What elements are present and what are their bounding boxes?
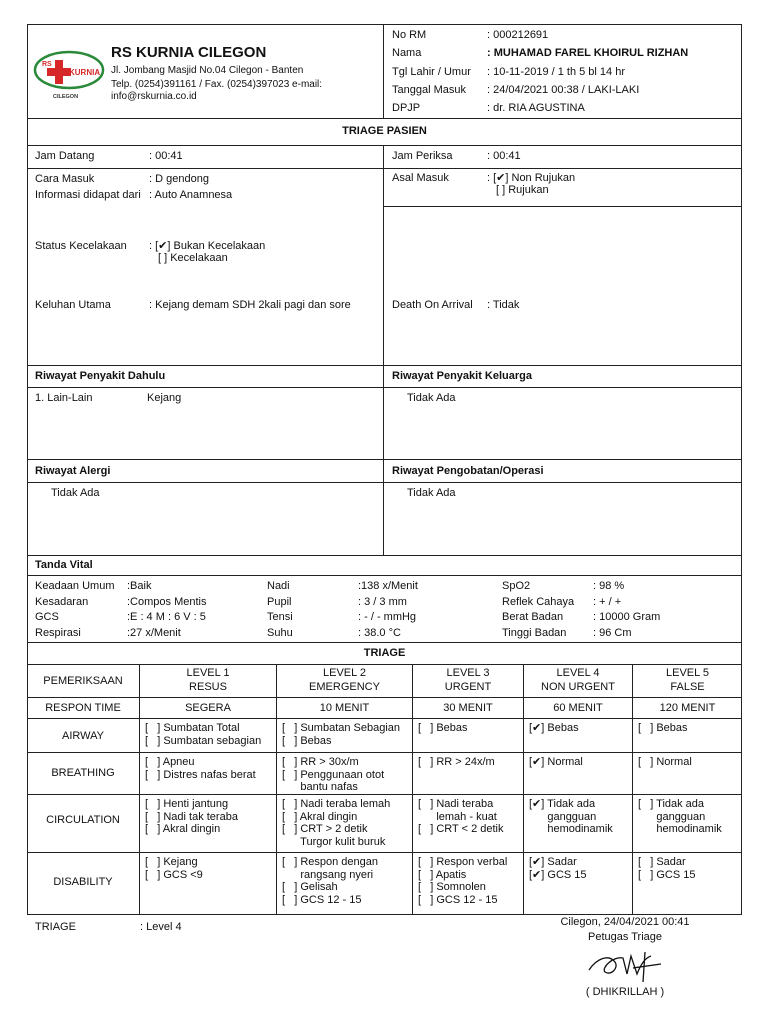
tensi-label: Tensi — [267, 611, 293, 623]
level-4-number: LEVEL 4 — [556, 667, 600, 679]
triage-breathing-level-4 — [524, 753, 633, 795]
nadi-label: Nadi — [267, 580, 290, 592]
row-line — [27, 482, 742, 483]
triage-breathing-level-5-text: [ ] Normal — [638, 756, 692, 768]
jam-datang-label: Jam Datang — [35, 150, 95, 162]
pupil-label: Pupil — [267, 596, 292, 608]
berat-badan-label: Berat Badan — [502, 611, 564, 623]
tensi-value: : - / - mmHg — [358, 611, 417, 623]
rpd-item-value: Kejang — [147, 392, 182, 404]
level-1-respon-time-text: SEGERA — [185, 702, 231, 714]
operasi-value: Tidak Ada — [407, 487, 456, 499]
respirasi-label: Respirasi — [35, 627, 81, 639]
tanggal-masuk-value: : 24/04/2021 00:38 / LAKI-LAKI — [487, 84, 640, 96]
triage-circulation-level-4 — [524, 795, 633, 853]
hospital-logo — [33, 46, 107, 102]
tgl-lahir-label: Tgl Lahir / Umur — [392, 66, 471, 78]
level-5-number: LEVEL 5 — [665, 667, 709, 679]
triage-row-airway — [27, 719, 140, 753]
triage-disability-level-5 — [633, 853, 742, 914]
triage-airway-level-5-text: [ ] Bebas — [638, 722, 688, 734]
tanggal-masuk-label: Tanggal Masuk — [392, 84, 466, 96]
triage-airway-level-1-text: [ ] Sumbatan Total [ ] Sumbatan sebagian — [145, 722, 262, 747]
triage-disability-level-3-text: [ ] Respon verbal [ ] Apatis [ ] Somnolen [ ] GCS 12 - 15 — [418, 856, 508, 906]
cara-masuk-label: Cara Masuk — [35, 173, 95, 185]
tgl-lahir-value: : 10-11-2019 / 1 th 5 bl 14 hr — [487, 66, 625, 78]
level-3-respon-time-text: 30 MENIT — [443, 702, 493, 714]
spo2-label: SpO2 — [502, 580, 531, 592]
nama-label: Nama — [392, 47, 422, 59]
level-5-respon-time-text: 120 MENIT — [659, 702, 716, 714]
level-2-category: EMERGENCY — [309, 681, 380, 693]
kesadaran-label: Kesadaran — [35, 596, 89, 608]
berat-badan-value: : 10000 Gram — [593, 611, 661, 623]
riwayat-penyakit-dahulu-title: Riwayat Penyakit Dahulu — [35, 370, 166, 382]
kesadaran-value: :Compos Mentis — [127, 596, 207, 608]
title-bottom-line — [27, 145, 742, 146]
riwayat-operasi-title: Riwayat Pengobatan/Operasi — [392, 465, 544, 477]
jam-periksa-label: Jam Periksa — [392, 150, 453, 162]
hospital-email: info@rskurnia.co.id — [111, 91, 197, 102]
keluhan-utama-label: Keluhan Utama — [35, 299, 111, 311]
suhu-label: Suhu — [267, 627, 293, 639]
triage-row-disability — [27, 853, 140, 914]
triage-circulation-level-5 — [633, 795, 742, 853]
pemeriksaan-header — [27, 664, 140, 698]
level-3-respon-time — [413, 698, 524, 719]
triage-circulation-level-4-text: [✔] Tidak ada gangguan hemodinamik — [529, 798, 613, 835]
jam-datang-value: : 00:41 — [149, 150, 183, 162]
cara-masuk-value: : D gendong — [149, 173, 209, 185]
footer-triage-value: : Level 4 — [140, 921, 182, 933]
keadaan-umum-value: :Baik — [127, 580, 152, 592]
officer-signature — [585, 944, 665, 984]
level-5-respon-time — [633, 698, 742, 719]
triage-airway-level-3 — [413, 719, 524, 753]
row-line — [27, 459, 742, 460]
triage-disability-level-4-text: [✔] Sadar [✔] GCS 15 — [529, 856, 587, 881]
triage-row-circulation — [27, 795, 140, 853]
triage-breathing-level-2 — [277, 753, 413, 795]
nadi-value: :138 x/Menit — [358, 580, 418, 592]
level-2-header — [277, 664, 413, 698]
asal-masuk-option-non-rujukan: : [✔] Non Rujukan — [487, 172, 576, 184]
tanda-vital-title: Tanda Vital — [35, 559, 93, 571]
triage-disability-level-1 — [140, 853, 277, 914]
hospital-phone: Telp. (0254)391161 / Fax. (0254)397023 e-mail: — [111, 79, 323, 90]
triage-circulation-level-2-text: [ ] Nadi teraba lemah [ ] Akral dingin [ ] CRT > 2 detik Turgor kulit buruk — [282, 798, 391, 848]
triage-breathing-level-2-text: [ ] RR > 30x/m [ ] Penggunaan otot bantu nafas — [282, 756, 385, 793]
triage-airway-level-2-text: [ ] Sumbatan Sebagian [ ] Bebas — [282, 722, 401, 747]
reflek-cahaya-label: Reflek Cahaya — [502, 596, 575, 608]
triage-disability-level-2 — [277, 853, 413, 914]
hospital-name: RS KURNIA CILEGON — [111, 44, 267, 61]
status-kecelakaan-label: Status Kecelakaan — [35, 240, 127, 252]
informasi-label: Informasi didapat dari — [35, 189, 141, 201]
status-option-kecelakaan: [ ] Kecelakaan — [158, 252, 228, 264]
form-title: TRIAGE PASIEN — [342, 125, 427, 137]
row-line — [27, 575, 742, 576]
dpjp-value: : dr. RIA AGUSTINA — [487, 102, 585, 114]
rpd-item-label: 1. Lain-Lain — [35, 392, 93, 404]
death-on-arrival-label: Death On Arrival — [392, 299, 473, 311]
row-line — [27, 365, 742, 366]
no-rm-value: : 000212691 — [487, 29, 549, 41]
triage-row-breathing-text: BREATHING — [51, 767, 115, 779]
triage-title: TRIAGE — [363, 647, 406, 659]
respon-time-label — [27, 698, 140, 719]
death-on-arrival-value: : Tidak — [487, 299, 520, 311]
level-1-respon-time — [140, 698, 277, 719]
header-divider — [383, 24, 384, 118]
triage-airway-level-1 — [140, 719, 277, 753]
level-2-number: LEVEL 2 — [322, 667, 366, 679]
logo-city-text: CILEGON — [53, 94, 79, 100]
footer-triage-label: TRIAGE — [35, 921, 76, 933]
status-option-bukan-kecelakaan: : [✔] Bukan Kecelakaan — [149, 240, 266, 252]
triage-circulation-level-3 — [413, 795, 524, 853]
triage-airway-level-5 — [633, 719, 742, 753]
triage-breathing-level-1 — [140, 753, 277, 795]
triage-airway-level-4 — [524, 719, 633, 753]
suhu-value: : 38.0 °C — [358, 627, 401, 639]
triage-row-circulation-text: CIRCULATION — [46, 814, 120, 826]
level-1-number: LEVEL 1 — [186, 667, 230, 679]
row-line — [27, 168, 742, 169]
triage-disability-level-3 — [413, 853, 524, 914]
row-line — [27, 642, 742, 643]
asal-masuk-option-rujukan: [ ] Rujukan — [496, 184, 549, 196]
level-4-header — [524, 664, 633, 698]
level-4-category: NON URGENT — [541, 681, 615, 693]
triage-breathing-level-3 — [413, 753, 524, 795]
spo2-value: : 98 % — [593, 580, 625, 592]
triage-circulation-level-1 — [140, 795, 277, 853]
level-2-respon-time-text: 10 MENIT — [319, 702, 370, 714]
alergi-value: Tidak Ada — [51, 487, 100, 499]
triage-circulation-level-5-text: [ ] Tidak ada gangguan hemodinamik — [638, 798, 722, 835]
respon-time-label-text: RESPON TIME — [45, 702, 121, 714]
triage-airway-level-2 — [277, 719, 413, 753]
triage-disability-level-5-text: [ ] Sadar [ ] GCS 15 — [638, 856, 696, 881]
triage-circulation-level-2 — [277, 795, 413, 853]
gcs-value: :E : 4 M : 6 V : 5 — [127, 611, 206, 623]
triage-grid — [27, 664, 742, 914]
dpjp-label: DPJP — [392, 102, 421, 114]
row-line — [383, 206, 742, 207]
keadaan-umum-label: Keadaan Umum — [35, 580, 115, 592]
triage-airway-level-3-text: [ ] Bebas — [418, 722, 468, 734]
informasi-value: : Auto Anamnesa — [149, 189, 233, 201]
riwayat-alergi-title: Riwayat Alergi — [35, 465, 111, 477]
row-line — [27, 555, 742, 556]
row-line — [27, 387, 742, 388]
triage-breathing-level-1-text: [ ] Apneu [ ] Distres nafas berat — [145, 756, 256, 781]
level-4-respon-time — [524, 698, 633, 719]
triage-circulation-level-1-text: [ ] Henti jantung [ ] Nadi tak teraba [ ] Akral dingin — [145, 798, 238, 835]
tinggi-badan-value: : 96 Cm — [593, 627, 632, 639]
level-3-header — [413, 664, 524, 698]
gcs-label: GCS — [35, 611, 59, 623]
header-bottom-line — [27, 118, 742, 119]
footer-petugas-label: Petugas Triage — [588, 931, 662, 943]
reflek-cahaya-value: : + / + — [593, 596, 622, 608]
level-3-category: URGENT — [444, 681, 492, 693]
officer-name: ( DHIKRILLAH ) — [585, 986, 665, 998]
logo-kurnia-text: KURNIA — [69, 68, 101, 77]
tinggi-badan-label: Tinggi Badan — [502, 627, 567, 639]
nama-value: : MUHAMAD FAREL KHOIRUL RIZHAN — [487, 47, 689, 59]
jam-periksa-value: : 00:41 — [487, 150, 521, 162]
footer-place-date: Cilegon, 24/04/2021 00:41 — [560, 916, 690, 928]
level-2-respon-time — [277, 698, 413, 719]
asal-masuk-label: Asal Masuk — [392, 172, 449, 184]
triage-disability-level-4 — [524, 853, 633, 914]
triage-row-airway-text: AIRWAY — [62, 730, 104, 742]
level-1-category: RESUS — [189, 681, 227, 693]
logo-rs-text: RS — [42, 61, 52, 68]
triage-airway-level-4-text: [✔] Bebas — [529, 722, 579, 734]
level-3-number: LEVEL 3 — [446, 667, 490, 679]
level-5-category: FALSE — [670, 681, 705, 693]
triage-breathing-level-3-text: [ ] RR > 24x/m — [418, 756, 495, 768]
pemeriksaan-header-text: PEMERIKSAAN — [43, 675, 123, 687]
triage-row-disability-text: DISABILITY — [53, 876, 113, 888]
triage-row-breathing — [27, 753, 140, 795]
triage-disability-level-2-text: [ ] Respon dengan rangsang nyeri [ ] Gelisah [ ] GCS 12 - 15 — [282, 856, 379, 906]
level-5-header — [633, 664, 742, 698]
keluhan-utama-value: : Kejang demam SDH 2kali pagi dan sore — [149, 299, 351, 311]
no-rm-label: No RM — [392, 29, 427, 41]
level-1-header — [140, 664, 277, 698]
rpk-value: Tidak Ada — [407, 392, 456, 404]
triage-circulation-level-3-text: [ ] Nadi teraba lemah - kuat [ ] CRT < 2 detik — [418, 798, 504, 835]
respirasi-value: :27 x/Menit — [127, 627, 181, 639]
triage-breathing-level-5 — [633, 753, 742, 795]
hospital-address: Jl. Jombang Masjid No.04 Cilegon - Banten — [111, 65, 304, 76]
pupil-value: : 3 / 3 mm — [358, 596, 407, 608]
level-4-respon-time-text: 60 MENIT — [553, 702, 603, 714]
triage-breathing-level-4-text: [✔] Normal — [529, 756, 583, 768]
riwayat-penyakit-keluarga-title: Riwayat Penyakit Keluarga — [392, 370, 533, 382]
triage-disability-level-1-text: [ ] Kejang [ ] GCS <9 — [145, 856, 203, 881]
